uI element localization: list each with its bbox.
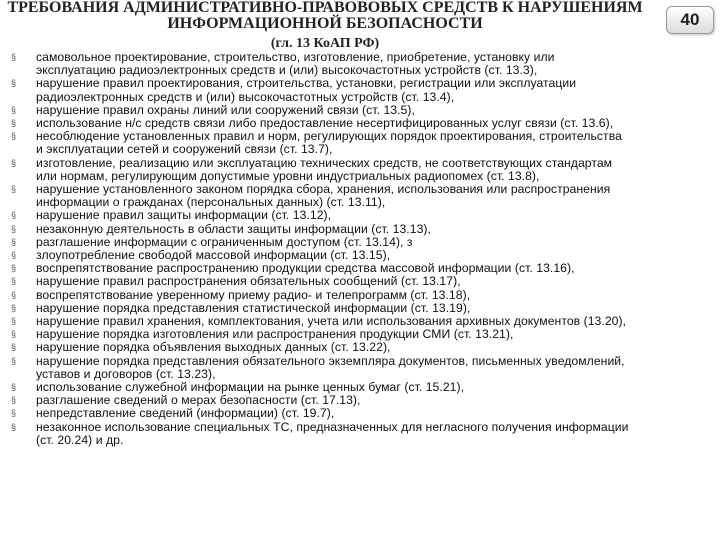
bullet-icon: § (11, 342, 17, 353)
list-item-text: нарушение правил проектирования, строительства, установки, регистрации или эксплуатации (36, 76, 577, 91)
list-item-text: радиоэлектронных средств и (или) высокочастотных устройств (ст. 13.4), (36, 89, 455, 104)
slide-subtitle: (гл. 13 КоАП РФ) (270, 36, 380, 51)
slide-number-badge: 40 (666, 6, 714, 34)
list-item-text: воспрепятствование уверенному приему радио- и телепрограмм (ст. 13.18), (36, 287, 471, 302)
violations-list (0, 51, 720, 447)
list-item-text: нарушение порядка представления статистической информации (ст. 13.19), (36, 300, 471, 315)
list-item-text: изготовление, реализацию или эксплуатацию технических средств, не соответствующих стандартам (36, 155, 613, 170)
list-item-text: злоупотребление свободой массовой информации (ст. 13.15), (36, 248, 391, 263)
bullet-icon: § (11, 223, 17, 234)
list-item-text: воспрепятствование распространению продукции средства массовой информации (ст. 13.16), (36, 261, 575, 276)
list-item-text: и эксплуатации сетей и сооружений связи (ст. 13.7), (36, 142, 333, 157)
bullet-icon: § (11, 157, 17, 168)
list-item (0, 183, 720, 209)
list-item-text: (ст. 20.24) и др. (36, 432, 124, 447)
list-item-text: использование н/с средств связи либо предоставление несертифицированных услуг связи (ст. 13.6), (36, 116, 614, 131)
bullet-icon: § (11, 263, 17, 274)
list-item-text: использование служебной информации на рынке ценных бумаг (ст. 15.21), (36, 380, 465, 395)
bullet-icon: § (11, 236, 17, 247)
bullet-icon: § (11, 316, 17, 327)
list-item (0, 51, 720, 77)
list-item-text: нарушение установленного законом порядка сбора, хранения, использования или распространения (36, 182, 611, 197)
bullet-icon: § (11, 395, 17, 406)
list-item (0, 421, 720, 447)
bullet-icon: § (11, 421, 17, 432)
slide-title (0, 0, 650, 32)
list-item-text: несоблюдение установленных правил и норм, регулирующих порядок проектирования, строительства (36, 129, 622, 144)
bullet-icon: § (11, 302, 17, 313)
list-item-text: незаконное использование специальных ТС, предназначенных для негласного получения информации (36, 419, 629, 434)
title-line-1: ТРЕБОВАНИЯ АДМИНИСТРАТИВНО-ПРАВОВОВЫХ СРЕДСТВ К НАРУШЕНИЯМ (7, 0, 643, 16)
list-item-text: нарушение правил охраны линий или сооружений связи (ст. 13.5), (36, 102, 415, 117)
list-item-text: самовольное проектирование, строительство, изготовление, приобретение, установку или (36, 50, 555, 64)
list-item-text: незаконную деятельность в области защиты информации (ст. 13.13), (36, 221, 431, 236)
list-item (0, 77, 720, 103)
bullet-icon: § (11, 118, 17, 129)
bullet-icon: § (11, 355, 17, 366)
list-item-text: эксплуатацию радиоэлектронных средств и (или) высокочастотных устройств (ст. 13.3), (36, 63, 538, 78)
list-item (0, 130, 720, 156)
list-item-text: нарушение порядка изготовления или распространения продукции СМИ (ст. 13.21), (36, 327, 514, 342)
bullet-icon: § (11, 78, 17, 89)
bullet-icon: § (11, 184, 17, 195)
list-item (0, 157, 720, 183)
bullet-icon: § (11, 408, 17, 419)
bullet-icon: § (11, 329, 17, 340)
list-item-text: непредставление сведений (информации) (ст. 19.7), (36, 406, 335, 421)
bullet-icon: § (11, 52, 17, 62)
bullet-icon: § (11, 131, 17, 142)
bullet-icon: § (11, 276, 17, 287)
list-item-text: нарушение правил хранения, комплектования, учета или использования архивных документов (13.20), (36, 314, 627, 329)
bullet-icon: § (11, 104, 17, 115)
list-item-text: разглашение информации с ограниченным доступом (ст. 13.14), з (36, 234, 413, 249)
title-line-2: ИНФОРМАЦИОННОЙ БЕЗОПАСНОСТИ (167, 15, 483, 32)
bullet-icon: § (11, 382, 17, 393)
bullet-icon: § (11, 289, 17, 300)
list-item-text: нарушение правил распространения обязательных сообщений (ст. 13.17), (36, 274, 461, 289)
bullet-icon: § (11, 250, 17, 261)
list-item-text: нарушение порядка представления обязательного экземпляра документов, письменных уведомлений, (36, 353, 625, 368)
list-item-text: разглашение сведений о мерах безопасности (ст. 17.13), (36, 393, 361, 408)
bullet-icon: § (11, 210, 17, 221)
list-item (0, 355, 720, 381)
list-item-text: нарушение правил защиты информации (ст. 13.12), (36, 208, 332, 223)
list-item-text: нарушение порядка объявления выходных данных (ст. 13.22), (36, 340, 391, 355)
list-item-text: уставов и договоров (ст. 13.23), (36, 366, 216, 381)
list-item-text: информации о гражданах (персональных данных) (ст. 13.11), (36, 195, 386, 210)
list-item-text: или нормам, регулирующим допустимые уровни индустриальных радиопомех (ст. 13.8), (36, 168, 540, 183)
